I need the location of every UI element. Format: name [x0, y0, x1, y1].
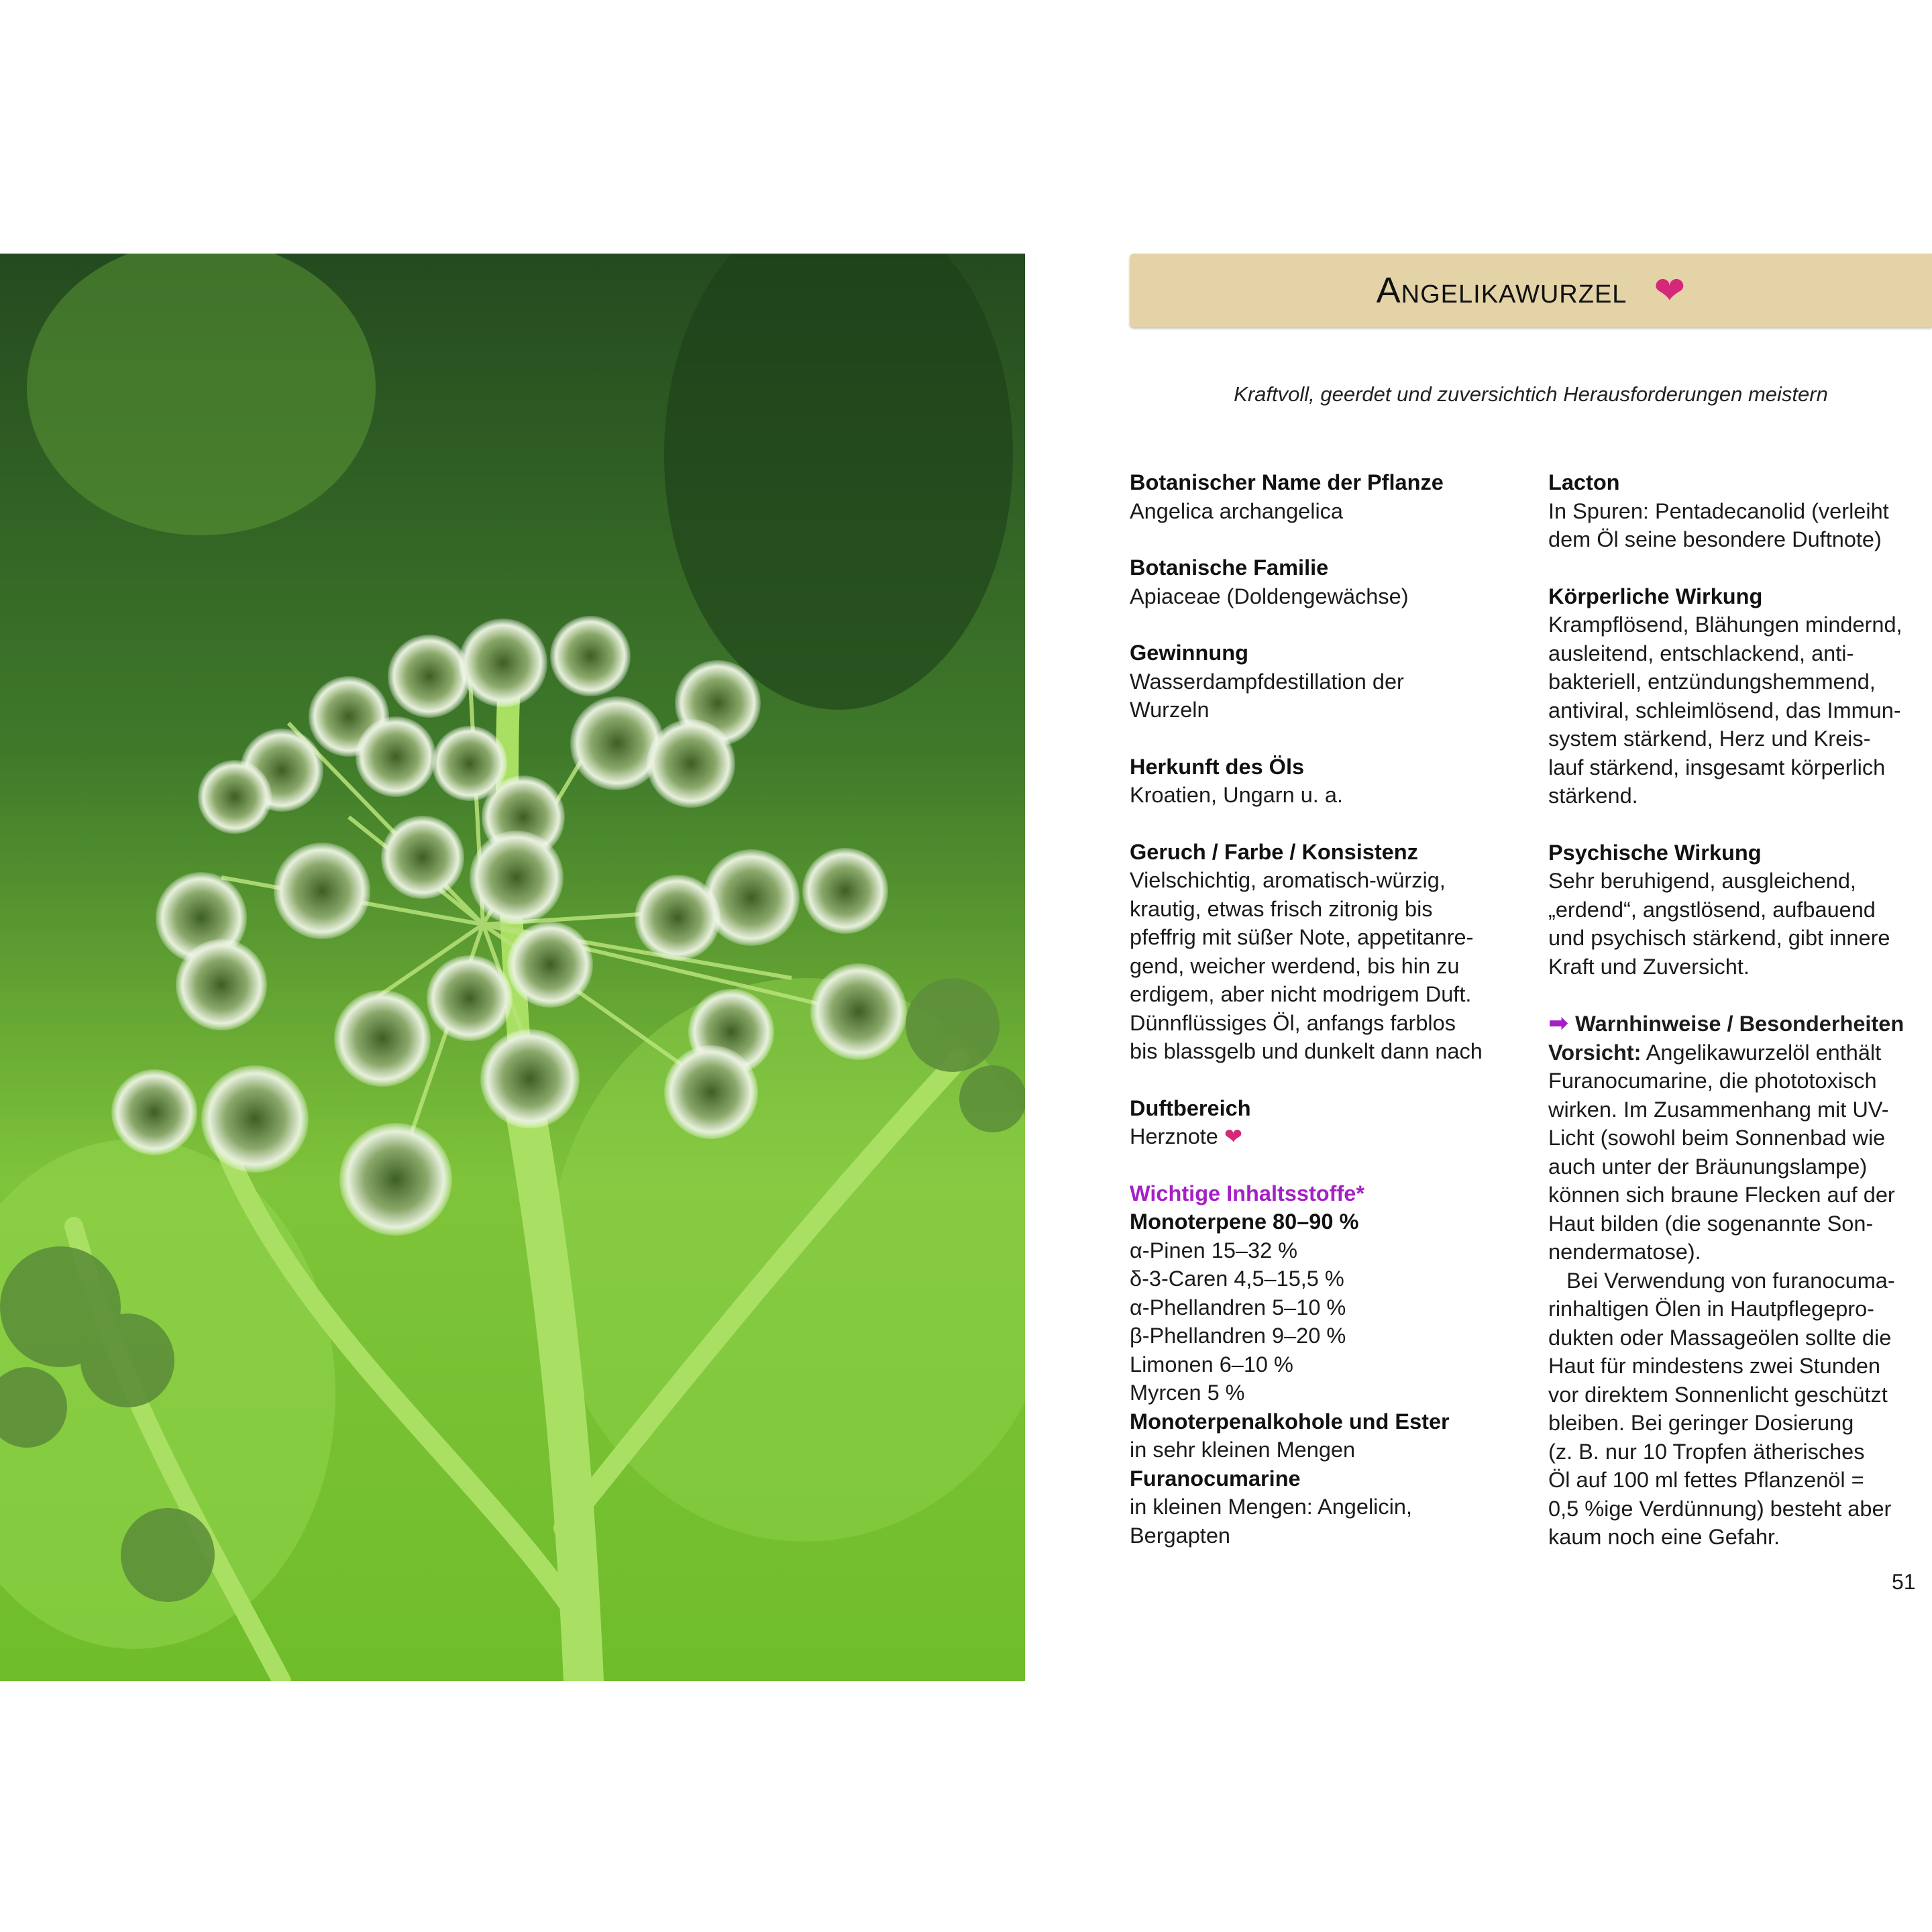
lacton-section [1548, 468, 1932, 554]
section-line: Angelica archangelica [1130, 498, 1343, 523]
family-section [1130, 553, 1532, 610]
section-line [1548, 1038, 1932, 1067]
section-line: dem Öl seine besondere Duftnote) [1548, 527, 1882, 551]
section-line: gend, weicher werdend, bis hin zu [1130, 953, 1460, 978]
heart-icon: ❤ [1224, 1124, 1243, 1148]
section-heading: Lacton [1548, 470, 1620, 494]
section-line: bleiben. Bei geringer Dosierung [1548, 1411, 1854, 1435]
furanocoumarins-heading: Furanocumarine [1130, 1466, 1301, 1491]
right-column [1548, 468, 1932, 1580]
origin-section [1130, 753, 1532, 810]
ingredient-line: β-Phellandren 9–20 % [1130, 1324, 1346, 1348]
section-heading: Geruch / Farbe / Konsistenz [1130, 839, 1418, 864]
ingredients-section [1130, 1179, 1532, 1550]
page-number: 51 [1892, 1570, 1916, 1594]
warnings-heading-row [1548, 1009, 1932, 1038]
section-line: Sehr beruhigend, ausgleichend, [1548, 869, 1856, 893]
section-line: Kroatien, Ungarn u. a. [1130, 783, 1343, 807]
warnings-section [1548, 1009, 1932, 1552]
ingredient-line: in sehr kleinen Mengen [1130, 1438, 1356, 1462]
section-heading: Herkunft des Öls [1130, 754, 1305, 779]
section-line: vor direktem Sonnenlicht geschützt [1548, 1382, 1888, 1407]
arrow-right-icon: ➡ [1548, 1009, 1569, 1036]
section-line: rinhaltigen Ölen in Hautpflegepro- [1548, 1297, 1874, 1321]
section-line: bakteriell, entzündungshemmend, [1548, 669, 1876, 694]
angelica-photo [0, 254, 1025, 1681]
section-heading: Duftbereich [1130, 1095, 1251, 1120]
section-heading: Gewinnung [1130, 641, 1248, 665]
section-heading: Körperliche Wirkung [1548, 584, 1763, 608]
section-line: ausleitend, entschlackend, anti- [1548, 641, 1854, 665]
section-line: wirken. Im Zusammenhang mit UV- [1548, 1097, 1889, 1122]
section-line: Furanocumarine, die phototoxisch [1548, 1069, 1877, 1093]
section-line: system stärkend, Herz und Kreis- [1548, 727, 1871, 751]
section-line: stärkend. [1548, 784, 1638, 808]
section-line: erdigem, aber nicht modrigem Duft. [1130, 982, 1472, 1006]
section-line: Wurzeln [1130, 698, 1210, 722]
heart-icon: ❤ [1654, 269, 1686, 311]
section-line: In Spuren: Pentadecanolid (verleiht [1548, 498, 1889, 523]
section-line: Licht (sowohl beim Sonnenbad wie [1548, 1126, 1886, 1150]
psychic-effect-section [1548, 839, 1932, 981]
warnings-heading: Warnhinweise / Besonderheiten [1575, 1012, 1904, 1036]
ingredient-line: δ-3-Caren 4,5–15,5 % [1130, 1267, 1344, 1291]
extraction-section [1130, 639, 1532, 724]
section-line: Dünnflüssiges Öl, anfangs farblos [1130, 1010, 1456, 1035]
smell-section [1130, 838, 1532, 1066]
section-line: Wasserdampfdestillation der [1130, 669, 1404, 694]
ingredient-line: Limonen 6–10 % [1130, 1352, 1293, 1377]
physical-effect-section [1548, 582, 1932, 810]
section-line: kaum noch eine Gefahr. [1548, 1525, 1780, 1549]
ingredient-line: Bergapten [1130, 1523, 1230, 1548]
section-line: Haut für mindestens zwei Stunden [1548, 1354, 1880, 1378]
section-line: Öl auf 100 ml fettes Pflanzenöl = [1548, 1468, 1864, 1492]
subtitle: Kraftvoll, geerdet und zuversichtich Herausforderungen meistern [1234, 382, 1828, 406]
section-line: (z. B. nur 10 Tropfen ätherisches [1548, 1439, 1865, 1464]
section-line: können sich braune Flecken auf der [1548, 1183, 1895, 1207]
section-line: krautig, etwas frisch zitronig bis [1130, 896, 1433, 921]
ingredient-line: Myrcen 5 % [1130, 1381, 1245, 1405]
section-line: Haut bilden (die sogenannte Son- [1548, 1211, 1874, 1236]
section-line: und psychisch stärkend, gibt innere [1548, 926, 1890, 950]
section-line: Apiaceae (Doldengewächse) [1130, 584, 1409, 608]
section-heading: Botanischer Name der Pflanze [1130, 470, 1444, 494]
section-line: bis blassgelb und dunkelt dann nach [1130, 1039, 1483, 1063]
section-line: „erdend“, angstlösend, aufbauend [1548, 897, 1876, 922]
section-line [1130, 1122, 1532, 1151]
left-column [1130, 468, 1532, 1578]
section-line: auch unter der Bräunungslampe) [1548, 1154, 1868, 1179]
section-line: Bei Verwendung von furanocuma- [1548, 1268, 1895, 1293]
alcohols-heading: Monoterpenalkohole und Ester [1130, 1409, 1450, 1434]
scent-range-value: Herznote [1130, 1124, 1218, 1148]
section-line: nendermatose). [1548, 1240, 1701, 1264]
section-line: Vielschichtig, aromatisch-würzig, [1130, 868, 1446, 892]
title-bar [1130, 254, 1932, 327]
caution-text: Angelikawurzelöl enthält [1641, 1040, 1882, 1065]
ingredient-line: α-Pinen 15–32 % [1130, 1238, 1298, 1263]
section-line: lauf stärkend, insgesamt körperlich [1548, 755, 1886, 780]
ingredient-line: α-Phellandren 5–10 % [1130, 1295, 1346, 1320]
section-line: pfeffrig mit süßer Note, appetitanre- [1130, 925, 1474, 949]
page-title: Angelikawurzel [1376, 270, 1627, 311]
caution-label: Vorsicht: [1548, 1040, 1642, 1065]
section-line: Kraft und Zuversicht. [1548, 954, 1750, 979]
section-line: Krampflösend, Blähungen mindernd, [1548, 612, 1902, 637]
ingredients-heading: Wichtige Inhaltsstoffe* [1130, 1181, 1365, 1205]
botanical-name-section [1130, 468, 1532, 525]
monoterpenes-heading: Monoterpene 80–90 % [1130, 1210, 1359, 1234]
scent-range-section [1130, 1094, 1532, 1151]
section-line: antiviral, schleimlösend, das Immun- [1548, 698, 1901, 722]
ingredient-line: in kleinen Mengen: Angelicin, [1130, 1495, 1412, 1519]
section-heading: Botanische Familie [1130, 555, 1329, 580]
section-line: dukten oder Massageölen sollte die [1548, 1325, 1892, 1350]
section-heading: Psychische Wirkung [1548, 840, 1762, 865]
section-line: 0,5 %ige Verdünnung) besteht aber [1548, 1496, 1892, 1521]
